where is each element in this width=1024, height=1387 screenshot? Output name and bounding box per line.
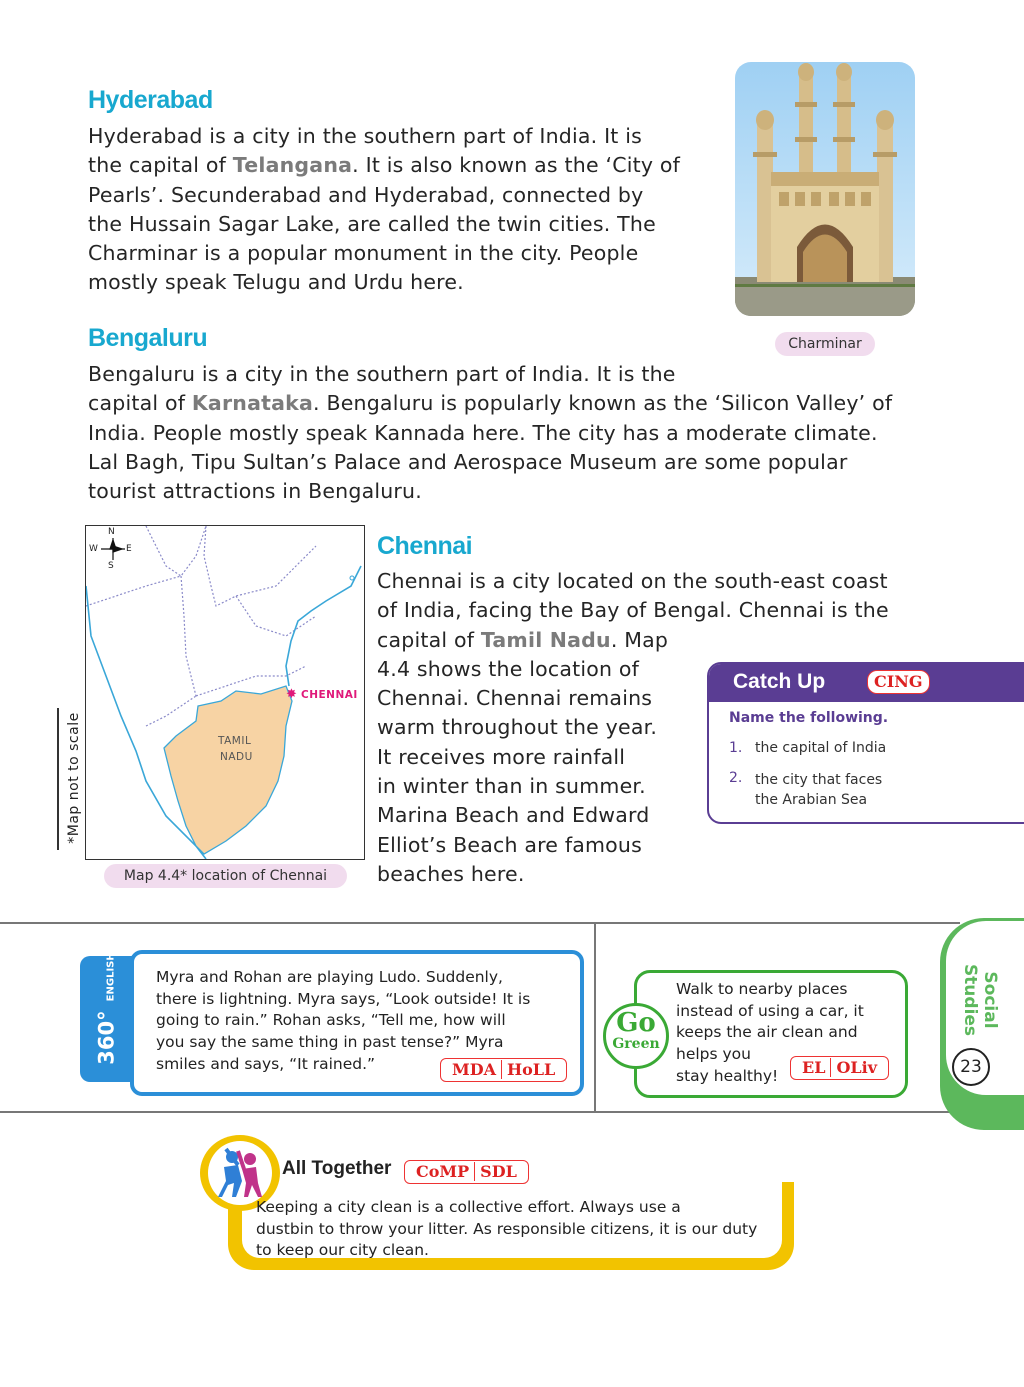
strip-top-rule: [0, 922, 960, 924]
catch-up-item-number: 2.: [729, 770, 743, 786]
text-line: capital of Tamil Nadu. Map: [377, 627, 669, 652]
text-line: Elliot’s Beach are famous: [377, 832, 642, 857]
text-line: beaches here.: [377, 861, 525, 886]
compass-south: S: [108, 561, 114, 571]
go-green-logo: Go Green: [603, 1003, 669, 1069]
text-line: India. People mostly speak Kannada here. The city has a moderate climate.: [88, 420, 878, 445]
chennai-heading: Chennai: [377, 532, 473, 560]
text-line: Pearls’. Secunderabad and Hyderabad, connected by: [88, 182, 644, 207]
hyderabad-paragraph: [88, 122, 708, 298]
bengaluru-heading: Bengaluru: [88, 324, 208, 352]
text-line: Hyderabad is a city in the southern part of India. It is: [88, 124, 643, 148]
all-together-tags: CoMP SDL: [404, 1160, 529, 1184]
compass-west: W: [89, 544, 98, 554]
compass-east: E: [126, 544, 132, 554]
english-360-tags: MDA HoLL: [440, 1058, 567, 1082]
text-line: Chennai. Chennai remains: [377, 686, 653, 711]
text-line: of India, facing the Bay of Bengal. Chennai is the: [377, 598, 889, 623]
highlight-telangana: Telangana: [232, 153, 353, 178]
catch-up-item-number: 1.: [729, 740, 743, 756]
text-line: It receives more rainfall: [377, 744, 626, 769]
text-line: capital of Karnataka. Bengaluru is popularly known as the ‘Silicon Valley’ of: [88, 391, 893, 416]
go-green-text: Walk to nearby places instead of using a car, it keeps the air clean and helps you stay healthy!: [676, 980, 864, 1085]
badge-360: 360°: [94, 1010, 119, 1065]
text-line: in winter than in summer.: [377, 774, 646, 799]
chennai-marker-icon: ✸: [286, 687, 297, 702]
text-line: the Hussain Sagar Lake, are called the twin cities. The: [88, 211, 656, 236]
strip-bottom-rule: [0, 1111, 960, 1113]
text-line: Chennai is a city located on the south-east coast: [377, 569, 888, 593]
text-line: warm throughout the year.: [377, 715, 658, 740]
state-label-line1: TAMIL: [218, 735, 252, 747]
text-line: the capital of Telangana. It is also known as the ‘City of: [88, 153, 681, 178]
compass-north: N: [108, 527, 115, 537]
subject-name: Social Studies: [960, 963, 1000, 1037]
map-caption: Map 4.4* location of Chennai: [104, 864, 347, 888]
catch-up-header: [709, 664, 1024, 702]
all-together-text: Keeping a city clean is a collective effort. Always use a dustbin to throw your litter. As responsible citizens, it is our duty to keep our city clean.: [256, 1198, 758, 1260]
map-of-south-india: [85, 525, 365, 860]
text-line: Charminar is a popular monument in the city. People: [88, 241, 639, 266]
text-line: Marina Beach and Edward: [377, 803, 650, 828]
strip-divider: [594, 922, 596, 1112]
highlight-tamil-nadu: Tamil Nadu: [480, 627, 611, 652]
people-icon: [208, 1141, 272, 1205]
charminar-caption: Charminar: [775, 332, 875, 356]
hyderabad-heading: Hyderabad: [88, 86, 213, 114]
chennai-label: CHENNAI: [301, 689, 358, 701]
page-number: 23: [952, 1048, 990, 1086]
catch-up-item: the city that faces the Arabian Sea: [755, 772, 883, 808]
map-scale-note: *Map not to scale: [66, 712, 82, 844]
all-together-title: All Together: [282, 1158, 392, 1179]
catch-up-tag: CING: [867, 670, 930, 694]
badge-english: ENGLISH: [105, 952, 117, 1002]
charminar-photo: [735, 62, 915, 316]
catch-up-box: [707, 662, 1024, 824]
bengaluru-paragraph: [88, 360, 928, 506]
text-line: mostly speak Telugu and Urdu here.: [88, 270, 464, 295]
english-360-badge: [80, 952, 134, 1082]
text-line: Lal Bagh, Tipu Sultan’s Palace and Aerospace Museum are some popular: [88, 449, 848, 474]
text-line: 4.4 shows the location of: [377, 656, 640, 681]
catch-up-title: Catch Up: [733, 670, 826, 693]
text-line: tourist attractions in Bengaluru.: [88, 479, 422, 504]
state-label-line2: NADU: [220, 751, 253, 763]
text-line: Bengaluru is a city in the southern part of India. It is the: [88, 362, 676, 386]
catch-up-item: the capital of India: [755, 740, 887, 756]
go-green-tags: EL OLiv: [790, 1056, 889, 1080]
catch-up-instruction: Name the following.: [729, 710, 889, 726]
highlight-karnataka: Karnataka: [191, 391, 314, 416]
english-360-text: Myra and Rohan are playing Ludo. Suddenly, there is lightning. Myra says, “Look outside! It is going to rain.” Rohan asks, “Tell me, how will you say the same thing in past tense?” Myra smiles and says, “It rained.”: [156, 968, 531, 1073]
scale-note-rule: [57, 708, 59, 850]
